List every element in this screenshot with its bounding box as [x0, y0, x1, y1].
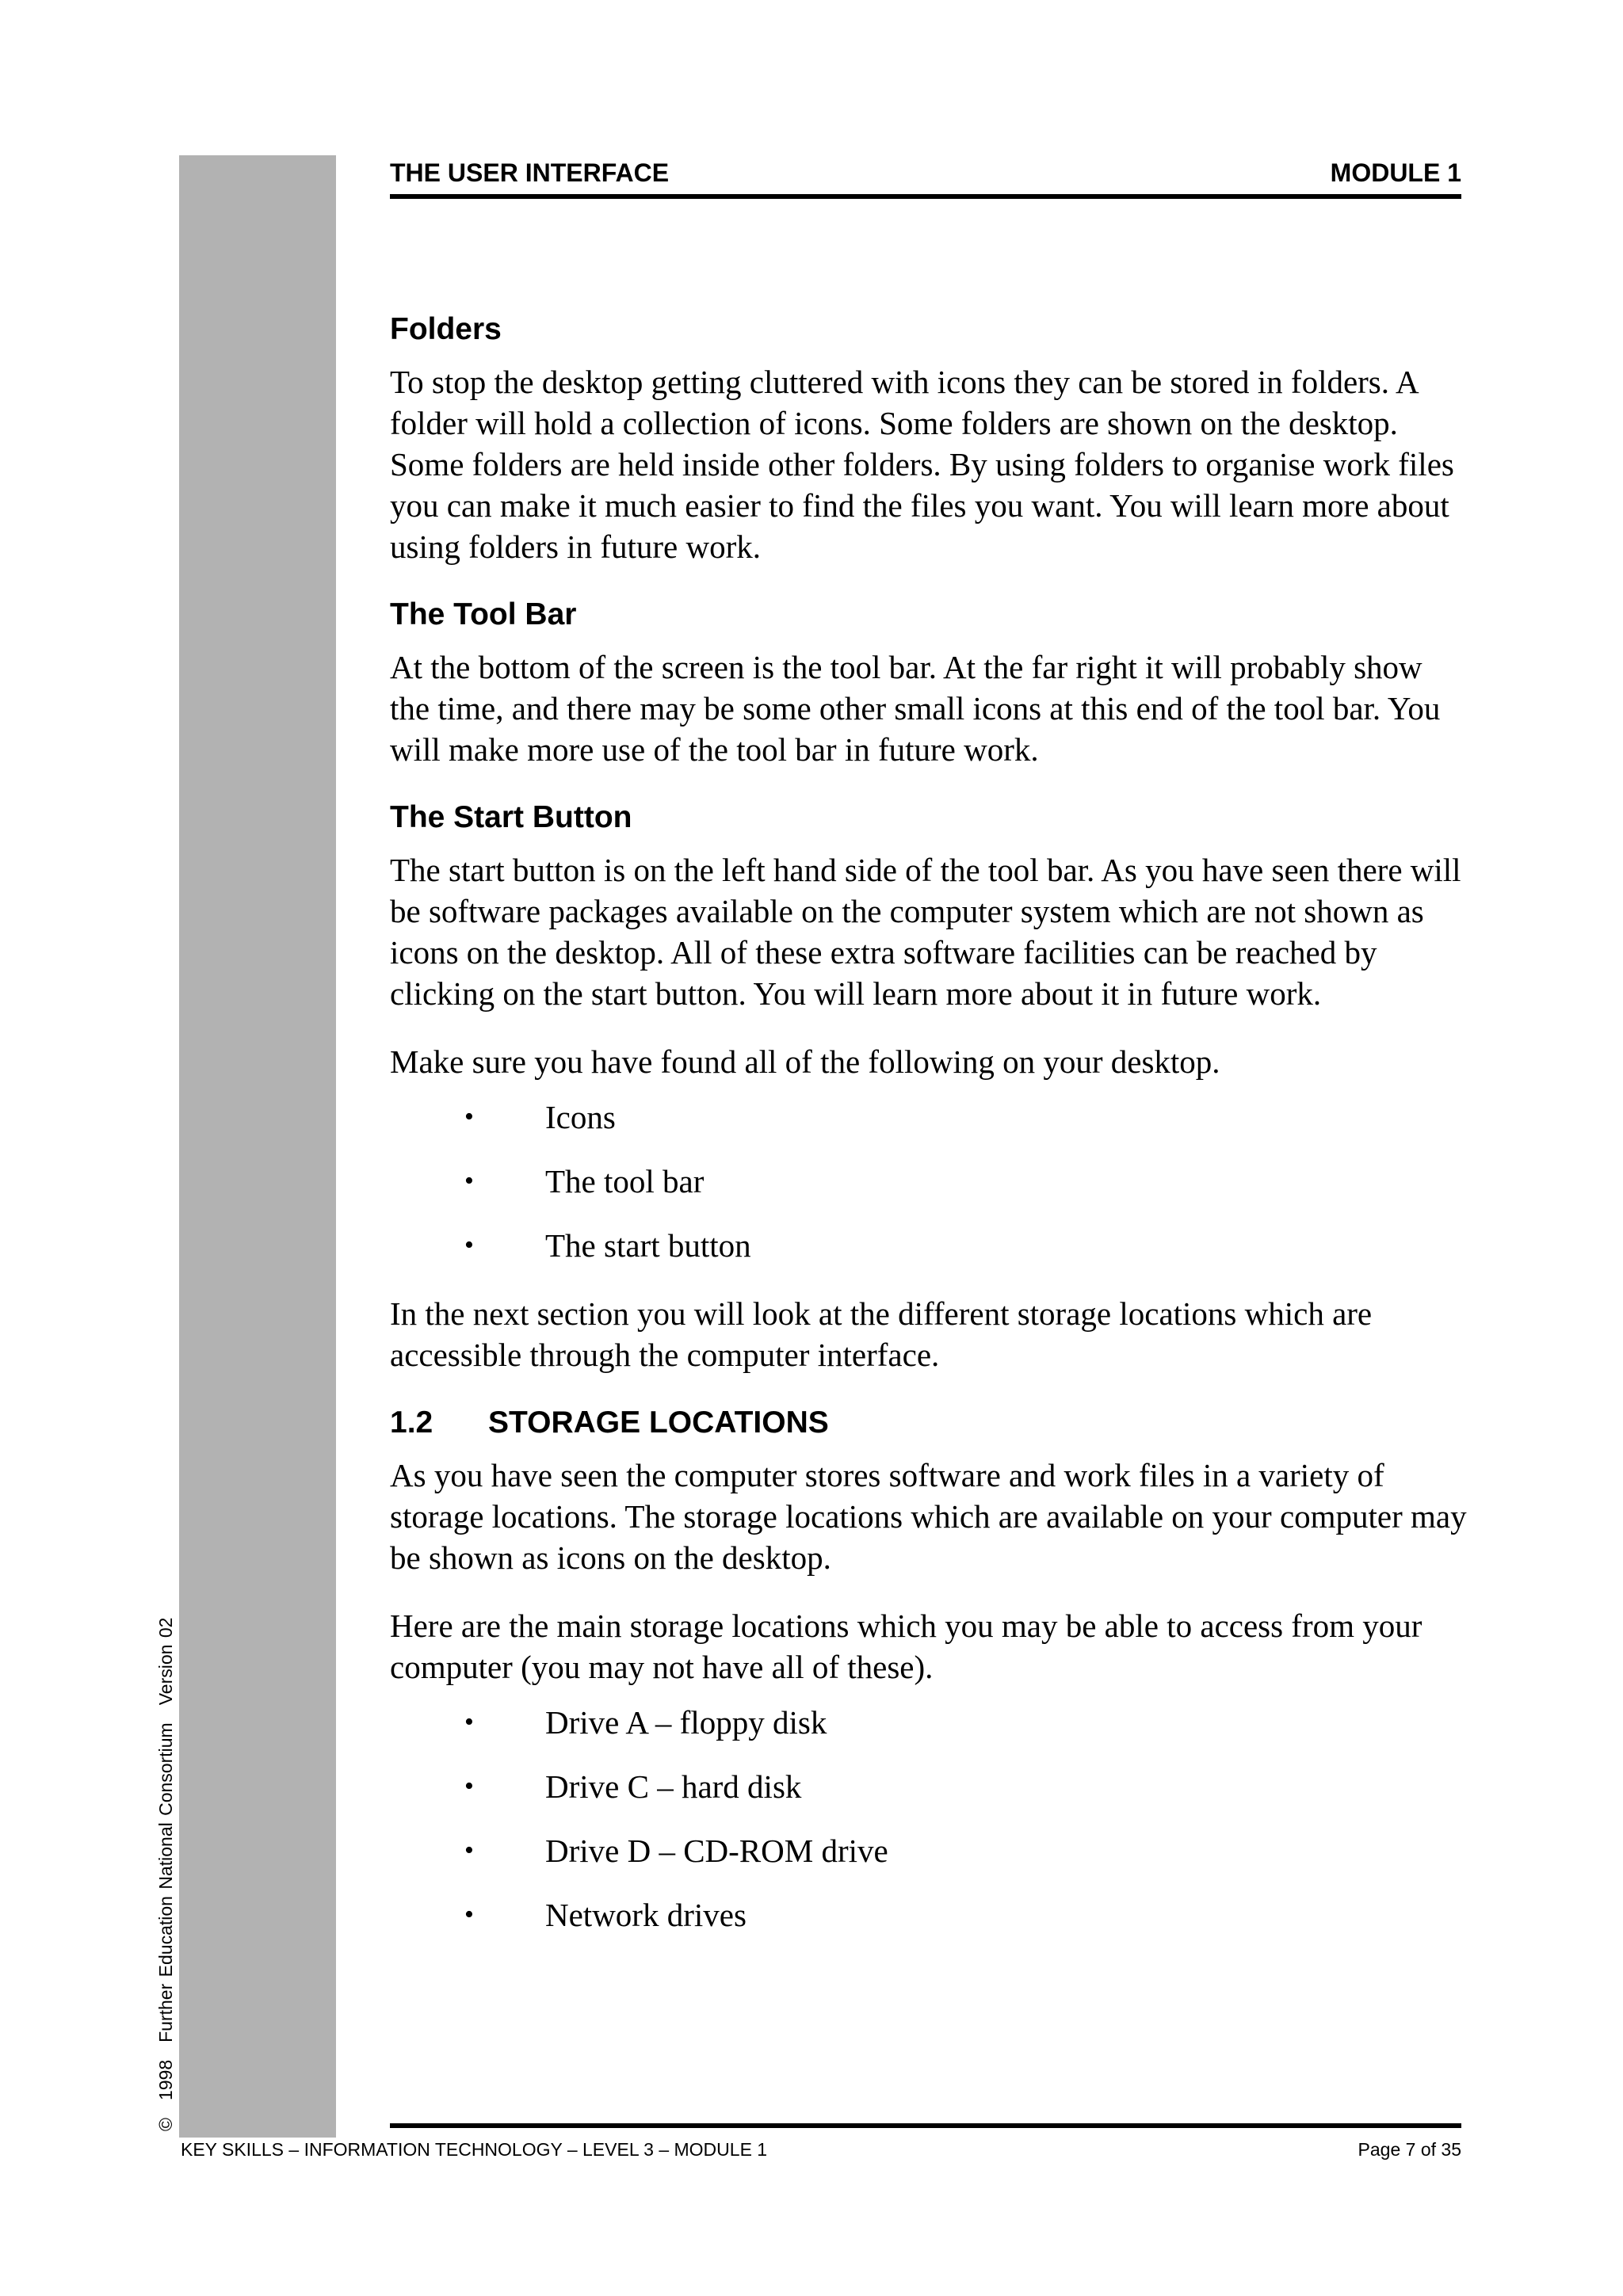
copyright-year: 1998	[155, 2059, 176, 2101]
bullet-icon: •	[464, 1230, 474, 1260]
folders-paragraph: To stop the desktop getting cluttered with icons they can be stored in folders. A folder will hold a collection of icons. Some folders are shown on the desktop. Some folders are held inside other folders. By using folders to organise work files you can make it much easier to find the files you want. You will learn more about using folders in future work.	[390, 364, 1454, 565]
footer-rule	[390, 2123, 1461, 2128]
margin-sidebar	[179, 155, 336, 2138]
header-module: MODULE 1	[1330, 158, 1461, 187]
next-section-paragraph: In the next section you will look at the different storage locations which are accessible through the computer interface.	[390, 1295, 1373, 1373]
storage-paragraph-2: Here are the main storage locations which you may be able to access from your computer (you may not have all of these).	[390, 1608, 1423, 1685]
desktop-checklist	[390, 1097, 1468, 1266]
page-footer	[181, 2138, 1461, 2161]
footer-course-title: KEY SKILLS – INFORMATION TECHNOLOGY – LEVEL 3 – MODULE 1	[181, 2139, 768, 2160]
section-title: STORAGE LOCATIONS	[488, 1405, 829, 1440]
storage-list	[390, 1702, 1468, 1936]
list-item: • Drive C – hard disk	[390, 1766, 1468, 1807]
section-number: 1.2	[390, 1405, 433, 1440]
page-number: Page 7 of 35	[1358, 2139, 1461, 2160]
checklist-intro: Make sure you have found all of the following on your desktop.	[390, 1043, 1220, 1080]
page-header	[390, 157, 1461, 189]
toolbar-paragraph: At the bottom of the screen is the tool bar. At the far right it will probably show the time, and there may be some other small icons at this end of the tool bar. You will make more use of the tool bar in future work.	[390, 649, 1441, 768]
toolbar-heading: The Tool Bar	[390, 597, 577, 631]
header-title: THE USER INTERFACE	[390, 158, 670, 187]
header-rule	[390, 194, 1461, 199]
storage-heading	[390, 1402, 1468, 1444]
list-item: • Drive A – floppy disk	[390, 1702, 1468, 1743]
copyright-symbol: ©	[155, 2118, 176, 2131]
folders-heading: Folders	[390, 312, 502, 346]
list-item: • The start button	[390, 1225, 1468, 1266]
list-item: • Network drives	[390, 1894, 1468, 1936]
list-item: • The tool bar	[390, 1161, 1468, 1202]
bullet-icon: •	[464, 1166, 474, 1196]
start-button-paragraph: The start button is on the left hand side of the tool bar. As you have seen there will be software packages available on the computer system which are not shown as icons on the desktop. All of these extra software facilities can be reached by clicking on the start button. You will learn more about it in future work.	[390, 852, 1461, 1012]
bullet-icon: •	[464, 1102, 474, 1131]
copyright-org: Further Education National Consortium	[155, 1722, 176, 2042]
list-item: • Drive D – CD-ROM drive	[390, 1830, 1468, 1871]
bullet-icon: •	[464, 1836, 474, 1865]
storage-paragraph-1: As you have seen the computer stores software and work files in a variety of storage locations. The storage locations which are available on your computer may be shown as icons on the desktop.	[390, 1457, 1467, 1576]
bullet-icon: •	[464, 1900, 474, 1929]
bullet-icon: •	[464, 1772, 474, 1801]
start-button-heading: The Start Button	[390, 800, 632, 834]
list-item: • Icons	[390, 1097, 1468, 1138]
document-version: Version 02	[155, 1617, 176, 1706]
bullet-icon: •	[464, 1707, 474, 1737]
copyright-notice	[155, 1600, 177, 2131]
page-content	[390, 309, 1468, 1962]
